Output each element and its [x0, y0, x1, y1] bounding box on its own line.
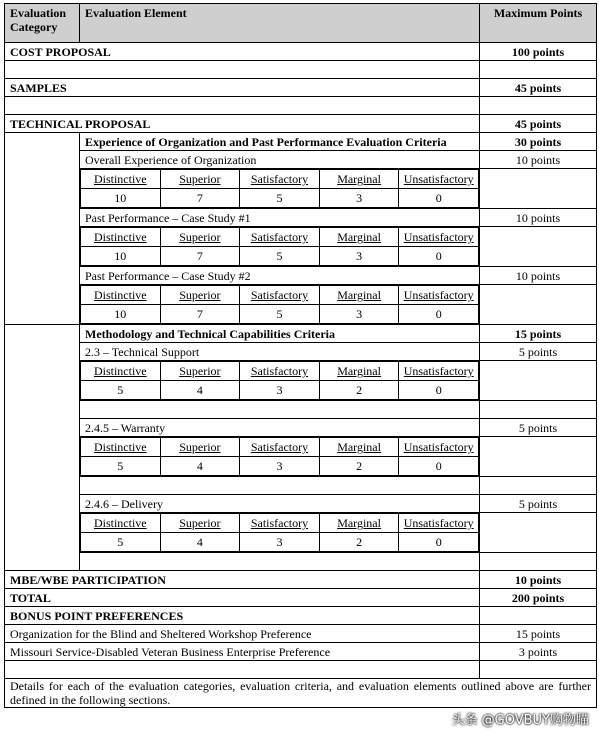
rating-label: Distinctive — [81, 170, 161, 189]
rating-score: 10 — [81, 189, 161, 208]
rating-score: 7 — [160, 247, 240, 266]
header-evaluation-category: Evaluation Category — [5, 4, 80, 43]
cost-proposal-label: COST PROPOSAL — [5, 43, 480, 61]
rating-score: 3 — [240, 457, 320, 476]
rating-score: 5 — [81, 381, 161, 400]
row-delivery — [5, 495, 597, 513]
methodology-criteria-points: 15 points — [480, 325, 597, 343]
methodology-category-cell — [5, 325, 80, 571]
blank-row — [5, 553, 597, 571]
rating-score: 4 — [160, 457, 240, 476]
case-study-1-points: 10 points — [480, 209, 597, 227]
rating-label: Distinctive — [81, 438, 161, 457]
veteran-preference-label: Missouri Service-Disabled Veteran Business Enterprise Preference — [5, 643, 480, 661]
total-points: 200 points — [480, 589, 597, 607]
mbe-participation-points: 10 points — [480, 571, 597, 589]
mbe-participation-label: MBE/WBE PARTICIPATION — [5, 571, 480, 589]
cost-proposal-points: 100 points — [480, 43, 597, 61]
row-total — [5, 589, 597, 607]
rating-label: Superior — [160, 228, 240, 247]
row-veteran-preference — [5, 643, 597, 661]
watermark: 头条 @GOVBUY购物瞄 — [451, 713, 589, 728]
case-study-2-label: Past Performance – Case Study #2 — [80, 267, 480, 285]
rating-score: 5 — [240, 305, 320, 324]
blank-row — [5, 401, 597, 419]
rating-label: Satisfactory — [240, 438, 320, 457]
rating-score: 3 — [319, 247, 399, 266]
rating-label: Satisfactory — [240, 514, 320, 533]
rating-label: Marginal — [319, 438, 399, 457]
header-maximum-points: Maximum Points — [480, 4, 597, 43]
rating-score: 3 — [319, 189, 399, 208]
row-case-study-1 — [5, 209, 597, 227]
row-support-ratings — [5, 361, 597, 401]
row-case-study-2 — [5, 267, 597, 285]
row-delivery-ratings — [5, 513, 597, 553]
rating-score: 2 — [319, 381, 399, 400]
rating-label: Satisfactory — [240, 170, 320, 189]
warranty-points: 5 points — [480, 419, 597, 437]
technical-proposal-label: TECHNICAL PROPOSAL — [5, 115, 480, 133]
blank-row — [5, 61, 597, 79]
rating-label: Unsatisfactory — [399, 438, 479, 457]
rating-score: 0 — [399, 457, 479, 476]
case-study-1-label: Past Performance – Case Study #1 — [80, 209, 480, 227]
rating-label: Superior — [160, 170, 240, 189]
warranty-label: 2.4.5 – Warranty — [80, 419, 480, 437]
rating-label: Unsatisfactory — [399, 362, 479, 381]
evaluation-table — [4, 3, 597, 708]
overall-experience-label: Overall Experience of Organization — [80, 151, 480, 169]
rating-label: Distinctive — [81, 228, 161, 247]
rating-score: 0 — [399, 381, 479, 400]
rating-label: Superior — [160, 438, 240, 457]
rating-label: Superior — [160, 362, 240, 381]
row-samples — [5, 79, 597, 97]
row-case2-ratings — [5, 285, 597, 325]
rating-score: 7 — [160, 305, 240, 324]
rating-cell — [80, 437, 480, 477]
rating-score: 0 — [399, 247, 479, 266]
experience-criteria-label: Experience of Organization and Past Performance Evaluation Criteria — [80, 133, 480, 151]
rating-score: 4 — [160, 533, 240, 552]
rating-label: Distinctive — [81, 514, 161, 533]
row-note — [5, 679, 597, 708]
rating-score: 10 — [81, 305, 161, 324]
overall-experience-points: 10 points — [480, 151, 597, 169]
case-study-2-points: 10 points — [480, 267, 597, 285]
row-technical-proposal — [5, 115, 597, 133]
row-mbe-participation — [5, 571, 597, 589]
rating-cell — [80, 513, 480, 553]
rating-table — [80, 361, 479, 400]
table-header-row — [5, 4, 597, 43]
rating-score: 0 — [399, 189, 479, 208]
bonus-preferences-label: BONUS POINT PREFERENCES — [5, 607, 480, 625]
methodology-criteria-label: Methodology and Technical Capabilities Criteria — [80, 325, 480, 343]
rating-score: 2 — [319, 457, 399, 476]
blind-preference-label: Organization for the Blind and Sheltered Workshop Preference — [5, 625, 480, 643]
experience-category-cell — [5, 133, 80, 325]
rating-score: 10 — [81, 247, 161, 266]
rating-label: Satisfactory — [240, 228, 320, 247]
rating-label: Marginal — [319, 170, 399, 189]
blind-preference-points: 15 points — [480, 625, 597, 643]
rating-table — [80, 285, 479, 324]
rating-table — [80, 513, 479, 552]
experience-criteria-points: 30 points — [480, 133, 597, 151]
samples-label: SAMPLES — [5, 79, 480, 97]
row-overall-ratings — [5, 169, 597, 209]
rating-label: Satisfactory — [240, 362, 320, 381]
row-methodology-criteria — [5, 325, 597, 343]
rating-table — [80, 227, 479, 266]
technical-proposal-points: 45 points — [480, 115, 597, 133]
rating-score: 7 — [160, 189, 240, 208]
delivery-points: 5 points — [480, 495, 597, 513]
rating-score: 0 — [399, 305, 479, 324]
delivery-label: 2.4.6 – Delivery — [80, 495, 480, 513]
rating-table — [80, 169, 479, 208]
rating-cell — [80, 285, 480, 325]
rating-score: 3 — [319, 305, 399, 324]
row-case1-ratings — [5, 227, 597, 267]
rating-score: 5 — [240, 247, 320, 266]
rating-label: Distinctive — [81, 286, 161, 305]
rating-label: Unsatisfactory — [399, 228, 479, 247]
total-label: TOTAL — [5, 589, 480, 607]
rating-table — [80, 437, 479, 476]
rating-cell — [80, 361, 480, 401]
rating-score: 5 — [81, 457, 161, 476]
rating-label: Unsatisfactory — [399, 286, 479, 305]
rating-cell — [80, 227, 480, 267]
rating-score: 5 — [81, 533, 161, 552]
rating-score: 3 — [240, 381, 320, 400]
row-cost-proposal — [5, 43, 597, 61]
blank-row — [5, 661, 597, 679]
rating-score: 3 — [240, 533, 320, 552]
rating-score: 4 — [160, 381, 240, 400]
rating-label: Distinctive — [81, 362, 161, 381]
details-note: Details for each of the evaluation categories, evaluation criteria, and evaluation elements outlined above are further defined in the following sections. — [5, 679, 597, 708]
technical-support-points: 5 points — [480, 343, 597, 361]
veteran-preference-points: 3 points — [480, 643, 597, 661]
row-warranty-ratings — [5, 437, 597, 477]
row-warranty — [5, 419, 597, 437]
technical-support-label: 2.3 – Technical Support — [80, 343, 480, 361]
samples-points: 45 points — [480, 79, 597, 97]
rating-score: 2 — [319, 533, 399, 552]
rating-label: Unsatisfactory — [399, 170, 479, 189]
rating-label: Superior — [160, 514, 240, 533]
row-blind-preference — [5, 625, 597, 643]
rating-label: Unsatisfactory — [399, 514, 479, 533]
row-overall-experience — [5, 151, 597, 169]
row-bonus-preferences — [5, 607, 597, 625]
rating-label: Marginal — [319, 362, 399, 381]
blank-row — [5, 477, 597, 495]
rating-label: Satisfactory — [240, 286, 320, 305]
rating-cell — [80, 169, 480, 209]
blank-row — [5, 97, 597, 115]
row-experience-criteria — [5, 133, 597, 151]
rating-label: Marginal — [319, 286, 399, 305]
rating-label: Superior — [160, 286, 240, 305]
rating-label: Marginal — [319, 514, 399, 533]
header-evaluation-element: Evaluation Element — [80, 4, 480, 43]
rating-score: 0 — [399, 533, 479, 552]
rating-score: 5 — [240, 189, 320, 208]
rating-label: Marginal — [319, 228, 399, 247]
row-technical-support — [5, 343, 597, 361]
